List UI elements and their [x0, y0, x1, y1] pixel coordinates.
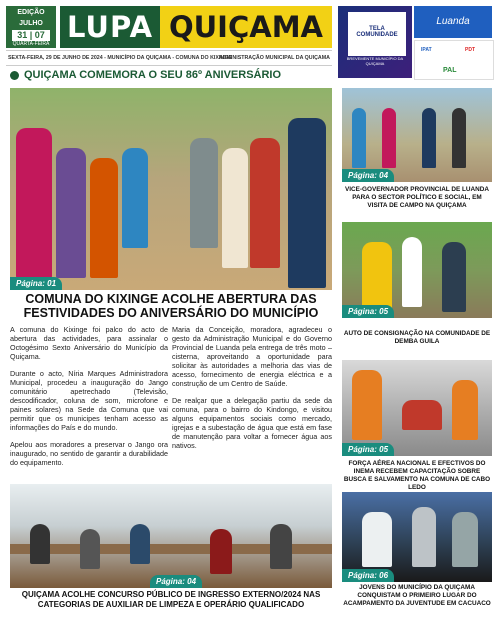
section-title: QUIÇAMA COMEMORA O SEU 86º ANIVERSÁRIO — [24, 69, 282, 81]
bottom-caption: QUIÇAMA ACOLHE CONCURSO PÚBLICO DE INGRESSO EXTERNO/2024 NAS CATEGORIAS DE AUXILIAR DE LIMPEZA E OPERÁRIO QUALIFICADO — [21, 590, 321, 609]
page-tag: Página: 01 — [10, 277, 62, 290]
side-photo-2 — [342, 222, 492, 318]
dateline-bar — [6, 50, 332, 66]
main-photo — [10, 88, 332, 290]
edition-month: JULHO — [19, 20, 43, 27]
edition-label: EDIÇÃO — [17, 9, 45, 16]
side-caption-4: JOVENS DO MUNICÍPIO DA QUIÇAMA CONQUISTAM O PRIMEIRO LUGAR DO ACAMPAMENTO DA JUVENTUDE EM CACUACO — [343, 584, 491, 607]
article-column-1 — [10, 325, 168, 475]
paragraph: A comuna do Kixinge foi palco do acto de abertura das actividades, para assinalar o Octogésimo Sexto Aniversário do Município da Quiçama. — [10, 325, 168, 361]
dateline-right: ADMINISTRAÇÃO MUNICIPAL DA QUIÇAMA — [218, 55, 330, 61]
article-column-2 — [172, 325, 332, 458]
logo-pdt: PDT — [465, 47, 475, 53]
side-photo-4 — [342, 492, 492, 582]
logo-pal: PAL — [443, 67, 457, 74]
side-photo-1 — [342, 88, 492, 182]
paragraph: Durante o acto, Níria Marques Administradora Municipal, procedeu a inauguração do Jango comunitário apetrechado (Televisão, descodificador, coluna de som, microfone e paines solares) na Sede da Comuna que vai permitir que os municipes tenham acesso as informações do País e do mundo. — [10, 369, 168, 432]
paragraph: Maria da Conceição, moradora, agradeceu o gesto da Administração Municipal e do Governo Provincial de Luanda pela entrega de três moto – cisterna, aproveitando a oportunidade para solicitar às autoridades a melhoria das vias de acesso, fornecimento de energia eléctrica e a construção de um Centro de Saúde. — [172, 325, 332, 388]
page-tag: Página: 05 — [342, 305, 394, 318]
ad-tela-title: TELA COMUNIDADE — [348, 12, 406, 56]
ad-tela-comunidade[interactable] — [338, 6, 412, 78]
paragraph: De realçar que a delegação partiu da sede da comuna, para o bairro do Kindongo, e visitou alguns equipamentos sociais como mercado, igrejas e a subestação de água que está em fase de manutenção para voltar a fornecer água aos nativos. — [172, 396, 332, 450]
ad-luanda[interactable]: Luanda — [414, 6, 492, 38]
side-caption-3: FORÇA AÉREA NACIONAL E EFECTIVOS DO INEMA RECEBEM CAPACITAÇÃO SOBRE BUSCA E SALVAMENTO NA COMUNA DE CABO LEDO — [343, 460, 491, 491]
page-tag: Página: 06 — [342, 569, 394, 582]
page-tag: Página: 04 — [342, 169, 394, 182]
side-photo-3 — [342, 360, 492, 456]
page-tag: Página: 05 — [342, 443, 394, 456]
dateline-left: SEXTA-FEIRA, 29 DE JUNHO DE 2024 - MUNICÍPIO DA QUIÇAMA - COMUNA DO KIXINGE — [8, 55, 232, 61]
edition-day: QUARTA-FEIRA — [12, 41, 50, 47]
main-headline: COMUNA DO KIXINGE ACOLHE ABERTURA DAS FESTIVIDADES DO ANIVERSÁRIO DO MUNICÍPIO — [23, 292, 319, 320]
ad-tela-subtitle: BREVEMENTE MUNICÍPIO DA QUIÇAMA — [346, 56, 404, 66]
side-caption-1: VICE-GOVERNADOR PROVINCIAL DE LUANDA PARA O SECTOR POLÍTICO E SOCIAL, EM VISITA DE CAMPO NA QUIÇAMA — [344, 186, 490, 209]
section-header — [10, 68, 332, 84]
edition-badge — [6, 6, 56, 48]
masthead-title-quicama: QUIÇAMA — [160, 6, 332, 48]
side-caption-2: AUTO DE CONSIGNAÇÃO NA COMUNIDADE DE DEMBA GUILA — [343, 330, 491, 345]
logo-ipat: IPAT — [421, 47, 432, 53]
paragraph: Apelou aos moradores a preservar o Jango ora inaugurado, no sentido de garantir a durabilidade do equipamento. — [10, 440, 168, 467]
ad-partner-logos — [414, 40, 494, 80]
masthead-title-lupa: LUPA — [60, 6, 160, 48]
page-tag: Página: 04 — [150, 575, 202, 588]
exam-room-photo — [10, 484, 332, 588]
edition-number: 31 | 07 — [12, 30, 50, 41]
bullet-icon — [10, 71, 19, 80]
